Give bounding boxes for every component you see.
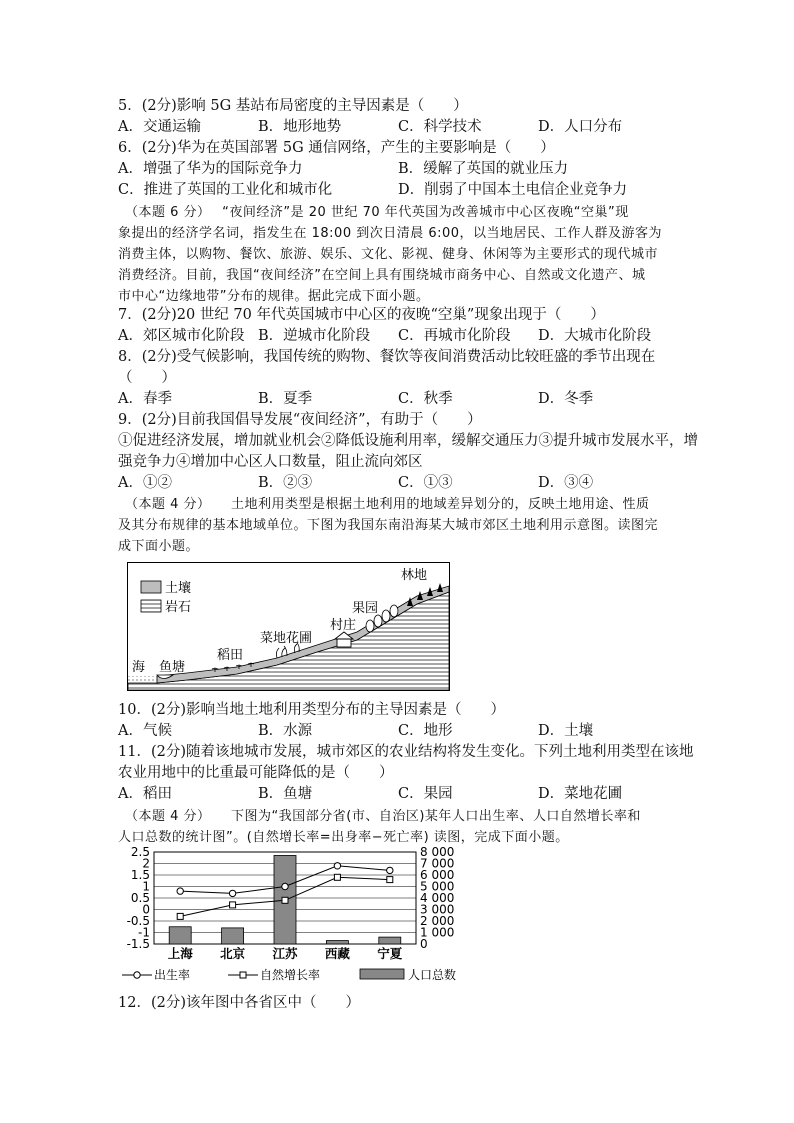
right-tick-label: 2 000 [420, 914, 455, 928]
intro-line: （本题 4 分） 土地利用类型是根据土地利用的地域差异划分的，反映土地用途、性质 [118, 497, 650, 512]
birth-rate-point [229, 890, 235, 896]
q9-option-d: D．③④ [538, 475, 594, 491]
q6-option-d: D．削弱了中国本土电信企业竞争力 [398, 182, 628, 198]
q11-stem-cont: 农业用地中的比重最可能降低的是（ ） [118, 765, 394, 781]
q5-option-b: B．地形地势 [258, 119, 342, 135]
birth-rate-point [282, 883, 288, 889]
q6-option-a: A．增强了华为的国际竞争力 [118, 161, 303, 177]
category-label: 北京 [220, 946, 246, 961]
right-tick-label: 5 000 [420, 879, 455, 894]
legend-birth-rate-marker [134, 972, 140, 978]
intro-line: 象提出的经济学名词，指发生在 18:00 到次日清晨 6:00，以当地居民、工作人群及游客为 [118, 226, 663, 241]
q10-option-d: D．土壤 [538, 723, 594, 739]
left-tick-label: 1 [142, 879, 150, 894]
left-tick-label: -1.5 [126, 937, 150, 951]
birth-rate-point [334, 863, 340, 869]
population-bar [326, 941, 348, 944]
q6-option-b: B．缓解了英国的就业压力 [398, 161, 569, 177]
right-tick-label: 7 000 [420, 856, 455, 871]
intro-line: （本题 6 分） “夜间经济”是 20 世纪 70 年代英国为改善城市中心区夜晚“空巢”现 [118, 205, 629, 220]
intro-line: （本题 4 分） 下图为“我国部分省(市、自治区)某年人口出生率、人口自然增长率和 [118, 809, 641, 824]
land-use-diagram [127, 562, 450, 691]
q9-option-c: C．①③ [398, 475, 453, 491]
legend-growth-rate-marker [240, 972, 246, 978]
left-tick-label: -1 [138, 925, 150, 940]
q11-option-b: B．鱼塘 [258, 786, 313, 802]
q6-option-c: C．推进了英国的工业化和城市化 [118, 182, 333, 198]
category-label: 宁夏 [377, 946, 403, 961]
q7-option-c: C．再城市化阶段 [398, 328, 511, 344]
legend-birth-rate: 出生率 [154, 968, 191, 982]
left-tick-label: 0.5 [130, 891, 150, 905]
q7-stem: 7．(2分)20 世纪 70 年代英国城市中心区的夜晚“空巢”现象出现于（ ） [118, 307, 605, 323]
q10-option-b: B．水源 [258, 723, 313, 739]
label-village: 村庄 [330, 618, 357, 633]
q9-option-b: B．②③ [258, 475, 313, 491]
right-tick-label: 4 000 [420, 891, 455, 905]
intro-land-use [118, 494, 678, 557]
q11-option-c: C．果园 [398, 786, 453, 802]
q7-option-a: A．郊区城市化阶段 [118, 328, 245, 344]
left-tick-label: 0 [142, 902, 150, 917]
category-label: 西藏 [324, 946, 350, 961]
q7-option-b: B．逆城市化阶段 [258, 328, 371, 344]
right-tick-label: 6 000 [420, 868, 455, 882]
category-label: 上海 [167, 946, 193, 961]
legend-soil-label: 土壤 [165, 581, 192, 596]
intro-line: 及其分布规律的基本地域单位。下图为我国东南沿海某大城市郊区土地利用示意图。读图完 [118, 518, 659, 533]
right-tick-label: 1 000 [420, 925, 455, 940]
population-bar [222, 928, 244, 944]
right-tick-label: 3 000 [420, 902, 455, 917]
label-forest: 林地 [401, 568, 428, 583]
legend-growth-rate: 自然增长率 [260, 968, 321, 982]
q5-option-a: A．交通运输 [118, 119, 201, 135]
q9-statements-1: ①促进经济发展，增加就业机会②降低设施利用率，缓解交通压力③提升城市发展水平，增 [118, 433, 698, 449]
legend-soil-swatch [141, 581, 161, 593]
left-tick-label: 1.5 [130, 868, 150, 882]
q5-stem: 5．(2分)影响 5G 基站布局密度的主导因素是（ ） [118, 98, 468, 114]
q11-stem: 11．(2分)随着该地城市发展，城市郊区的农业结构将发生变化。下列土地利用类型在该地 [118, 744, 694, 760]
population-bar [379, 937, 401, 944]
right-tick-label: 0 [420, 937, 428, 951]
q8-stem: 8．(2分)受气候影响，我国传统的购物、餐饮等夜间消费活动比较旺盛的季节出现在 [118, 349, 656, 365]
label-rice-field: 稻田 [217, 648, 244, 663]
birth-rate-point [177, 888, 183, 894]
q9-option-a: A．①② [118, 475, 172, 491]
legend-rock-label: 岩石 [165, 600, 192, 615]
left-tick-label: 2 [142, 856, 150, 871]
q9-statements-2: 强竞争力④增加中心区人口数量，阻止流向郊区 [118, 454, 423, 470]
growth-rate-point [230, 902, 236, 908]
q10-option-a: A．气候 [118, 723, 172, 739]
label-orchard: 果园 [352, 601, 379, 616]
intro-line: 市中心“边缘地带”分布的规律。据此完成下面小题。 [118, 289, 430, 304]
q11-option-d: D．菜地花圃 [538, 786, 623, 802]
q12-stem: 12．(2分)该年图中各省区中（ ） [118, 995, 360, 1011]
q8-option-d: D．冬季 [538, 391, 594, 407]
q5-option-d: D．人口分布 [538, 119, 623, 135]
label-sea: 海 [132, 660, 146, 675]
population-bar [169, 927, 191, 944]
q5-option-c: C．科学技术 [398, 119, 482, 135]
left-tick-label: -0.5 [126, 914, 150, 928]
legend-population-swatch [360, 969, 404, 979]
right-tick-label: 8 000 [420, 846, 455, 859]
birth-rate-point [387, 867, 393, 873]
label-vegetable-garden: 菜地花圃 [260, 631, 313, 646]
intro-night-economy [118, 202, 678, 307]
category-label: 江苏 [272, 946, 298, 961]
q10-option-c: C．地形 [398, 723, 453, 739]
label-fish-pond: 鱼塘 [159, 660, 186, 675]
intro-line: 消费经济。目前，我国“夜间经济”在空间上具有围绕城市商务中心、自然或文化遗产、城 [118, 268, 646, 283]
q9-stem: 9．(2分)目前我国倡导发展“夜间经济”，有助于（ ） [118, 412, 482, 428]
q10-stem: 10．(2分)影响当地土地利用类型分布的主导因素是（ ） [118, 702, 505, 718]
intro-line: 成下面小题。 [118, 539, 200, 554]
growth-rate-point [387, 877, 393, 883]
intro-line: 人口总数的统计图”。(自然增长率=出身率−死亡率) 读图，完成下面小题。 [118, 830, 569, 845]
growth-rate-point [177, 913, 183, 919]
left-tick-label: 2.5 [130, 846, 150, 859]
population-chart [110, 846, 470, 986]
q8-option-b: B．夏季 [258, 391, 313, 407]
legend-population: 人口总数 [408, 968, 457, 982]
intro-line: 消费主体，以购物、餐饮、旅游、娱乐、文化、影视、健身、休闲等为主要形式的现代城市 [118, 247, 659, 262]
intro-population [118, 806, 678, 848]
q8-option-a: A．春季 [118, 391, 172, 407]
q11-option-a: A．稻田 [118, 786, 172, 802]
q6-stem: 6．(2分)华为在英国部署 5G 通信网络，产生的主要影响是（ ） [118, 140, 555, 156]
q7-option-d: D．大城市化阶段 [538, 328, 652, 344]
q8-option-c: C．秋季 [398, 391, 453, 407]
growth-rate-point [334, 874, 340, 880]
q8-stem-cont: （ ） [118, 370, 176, 386]
growth-rate-point [282, 897, 288, 903]
legend-rock-swatch [141, 600, 161, 612]
